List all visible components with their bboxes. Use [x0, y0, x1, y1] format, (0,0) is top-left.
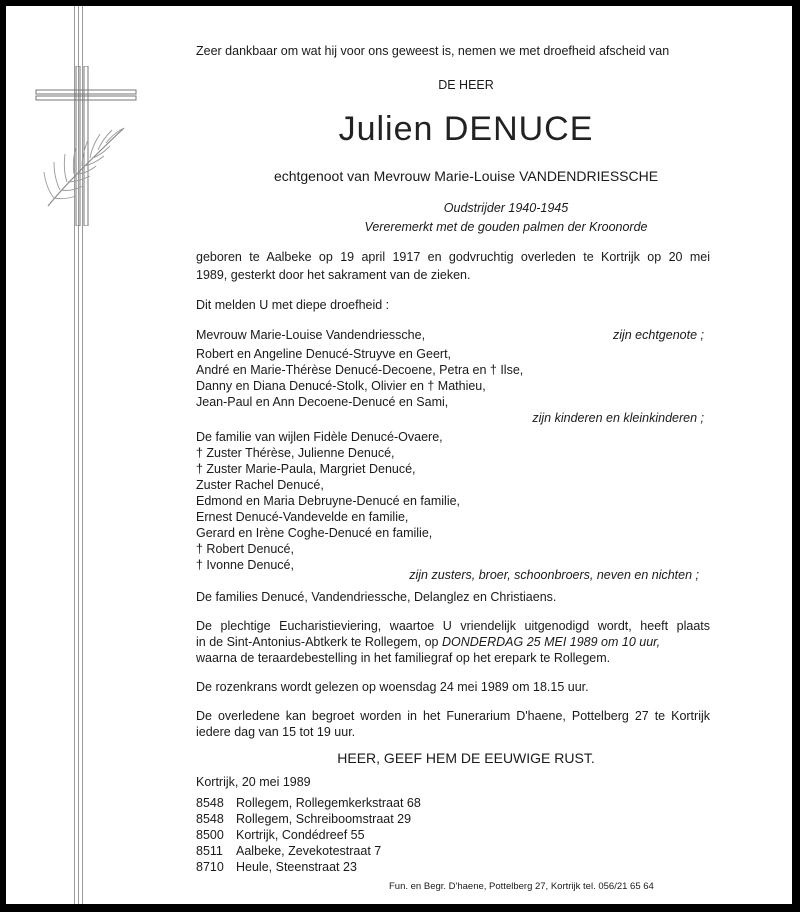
birth-line-1: geboren te Aalbeke op 19 april 1917 en godvruchtig overleden te Kortrijk op 20 mei	[196, 250, 710, 264]
honor-line-1: Oudstrijder 1940-1945	[443, 201, 569, 215]
children-role: zijn kinderen en kleinkinderen ;	[532, 411, 704, 425]
family-line: † Zuster Marie-Paula, Margriet Denucé,	[196, 462, 416, 476]
address-zip: 8511	[196, 844, 223, 858]
family-line: De familie van wijlen Fidèle Denucé-Ovaere,	[196, 430, 443, 444]
prayer-text: HEER, GEEF HEM DE EEUWIGE RUST.	[337, 750, 595, 766]
birth-line-2: 1989, gesterkt door het sakrament van de zieken.	[196, 268, 471, 282]
address-zip: 8548	[196, 796, 224, 810]
family-line: † Zuster Thérèse, Julienne Denucé,	[196, 446, 395, 460]
families-text: De families Denucé, Vandendriessche, Delanglez en Christiaens.	[196, 590, 557, 604]
ceremony-line-1: De plechtige Eucharistieviering, waartoe U vriendelijk uitgenodigd wordt, heeft plaats	[196, 619, 710, 633]
funeral-home-footer: Fun. en Begr. D'haene, Pottelberg 27, Kortrijk tel. 056/21 65 64	[389, 881, 654, 892]
address-street: Rollegem, Rollegemkerkstraat 68	[236, 796, 421, 810]
deceased-name: Julien DENUCE	[338, 110, 594, 148]
family-role: zijn zusters, broer, schoonbroers, neven en nichten ;	[409, 568, 699, 582]
honor-line-2: Vereremerkt met de gouden palmen der Kroonorde	[364, 220, 648, 234]
visit-line-1: De overledene kan begroet worden in het Funerarium D'haene, Pottelberg 27 te Kortrijk	[196, 709, 710, 723]
family-line: Ernest Denucé-Vandevelde en familie,	[196, 510, 409, 524]
ceremony-date: DONDERDAG 25 MEI 1989 om 10 uur,	[441, 635, 661, 649]
address-zip: 8548	[196, 812, 224, 826]
address-zip: 8710	[196, 860, 224, 874]
widow-name: Mevrouw Marie-Louise Vandendriessche,	[196, 328, 426, 342]
address-street: Kortrijk, Condédreef 55	[236, 828, 365, 842]
death-notice-card	[6, 6, 792, 904]
child-line: Robert en Angeline Denucé-Struyve en Geert,	[196, 347, 452, 361]
child-line: André en Marie-Thérèse Denucé-Decoene, Petra en † Ilse,	[196, 363, 524, 377]
title-text: DE HEER	[438, 78, 494, 92]
rosary-text: De rozenkrans wordt gelezen op woensdag 24 mei 1989 om 18.15 uur.	[196, 680, 589, 694]
address-line	[196, 860, 357, 875]
family-line: Zuster Rachel Denucé,	[196, 478, 324, 492]
address-line	[196, 828, 365, 843]
address-street: Aalbeke, Zevekotestraat 7	[236, 844, 382, 858]
ceremony-line-3: waarna de teraardebestelling in het familiegraf op het erepark te Rollegem.	[196, 651, 611, 665]
family-line: Edmond en Maria Debruyne-Denucé en familie,	[196, 494, 461, 508]
address-street: Rollegem, Schreiboomstraat 29	[236, 812, 412, 826]
ceremony-line-2-text: in de Sint-Antonius-Abtkerk te Rollegem, op	[196, 635, 442, 649]
family-line: † Ivonne Denucé,	[196, 558, 294, 572]
announce-text: Dit melden U met diepe droefheid :	[196, 298, 390, 312]
cross-with-palm-icon	[34, 66, 144, 226]
intro-text: Zeer dankbaar om wat hij voor ons geweest is, nemen we met droefheid afscheid van	[196, 44, 670, 58]
widow-role: zijn echtgenote ;	[612, 328, 704, 342]
family-line: † Robert Denucé,	[196, 542, 294, 556]
address-zip: 8500	[196, 828, 224, 842]
place-date: Kortrijk, 20 mei 1989	[196, 775, 311, 789]
spouse-text: echtgenoot van Mevrouw Marie-Louise VANDENDRIESSCHE	[273, 168, 659, 184]
child-line: Jean-Paul en Ann Decoene-Denucé en Sami,	[196, 395, 449, 409]
address-street: Heule, Steenstraat 23	[236, 860, 357, 874]
child-line: Danny en Diana Denucé-Stolk, Olivier en † Mathieu,	[196, 379, 486, 393]
address-line	[196, 844, 381, 859]
family-line: Gerard en Irène Coghe-Denucé en familie,	[196, 526, 433, 540]
ceremony-line-2	[196, 635, 660, 650]
address-line	[196, 812, 411, 827]
address-line	[196, 796, 421, 811]
visit-line-2: iedere dag van 15 tot 19 uur.	[196, 725, 356, 739]
